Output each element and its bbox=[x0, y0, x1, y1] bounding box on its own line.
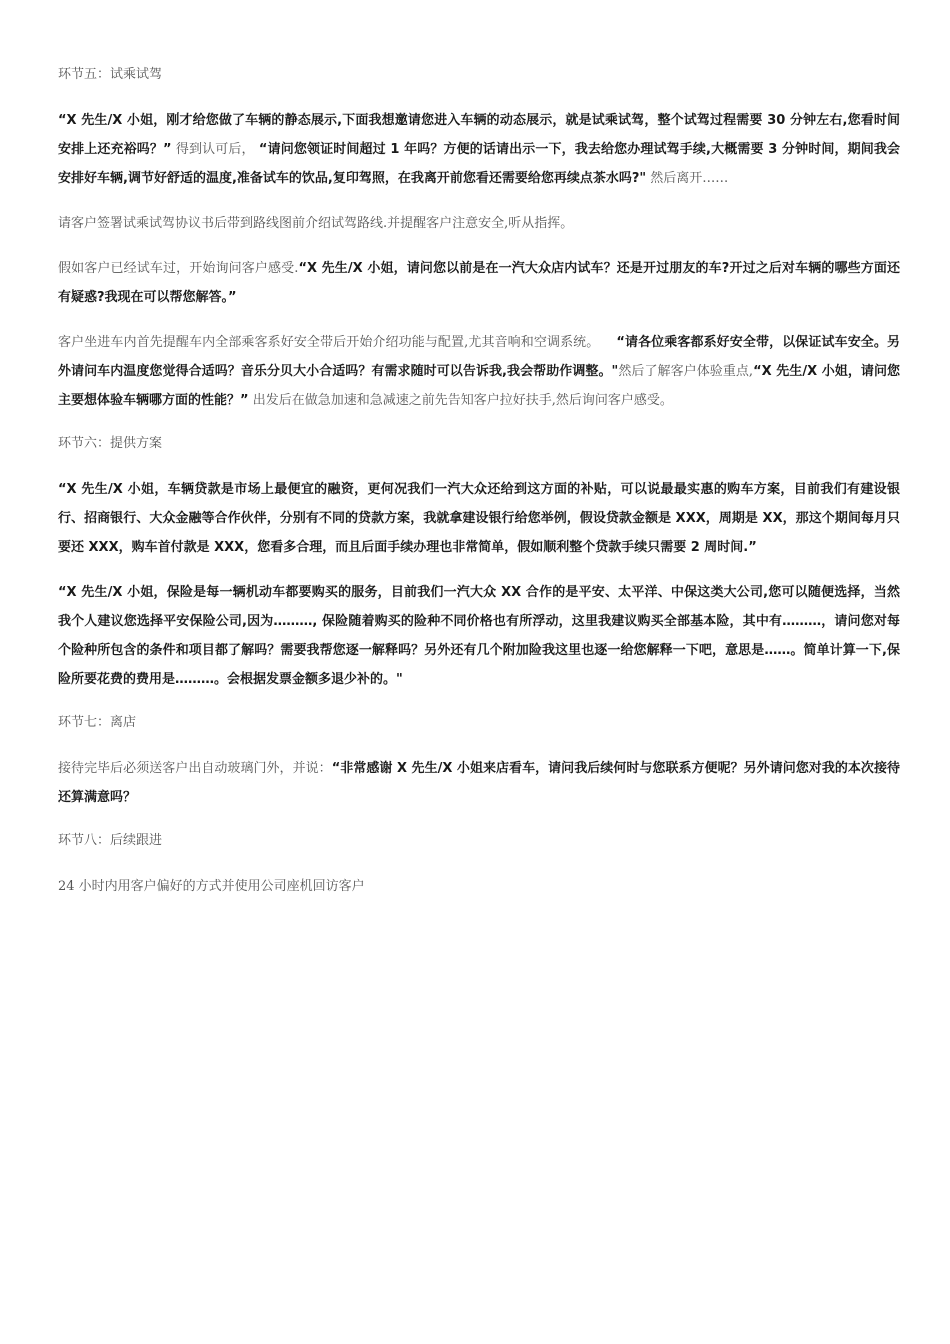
dialogue-text: “请各位乘客都系好安全带，以保证试车安全。另外请问车内温度您觉得合适吗？音乐分贝大小合适吗？有需求随时可以告诉我,我会帮助作调整。" bbox=[58, 335, 900, 379]
paragraph-test-drive-feedback bbox=[58, 254, 900, 312]
dialogue-text: “X 先生/X 小姐，车辆贷款是市场上最便宜的融资，更何况我们一汽大众还给到这方面的补贴，可以说最最实惠的购车方案，目前我们有建设银行、招商银行、大众金融等合作伙伴，分别有不同的贷款方案，我就拿建设银行给您举例，假设贷款金额是 XXX，周期是 XX，那这个期间每月只要还 XXX，购车首付款是 XXX，您看多合理，而且后面手续办理也非常简单，假如顺利整个贷款手续只需要 2 周时间.” bbox=[58, 482, 900, 555]
dialogue-text: “X 先生/X 小姐，刚才给您做了车辆的静态展示,下面我想邀请您进入车辆的动态展示，就是试乘试驾，整个试驾过程需要 30 分钟左右,您看时间安排上还充裕吗？” bbox=[58, 113, 900, 157]
section-heading-test-drive: 环节五：试乘试驾 bbox=[58, 67, 163, 82]
section-heading-leave-store: 环节七：离店 bbox=[58, 715, 137, 730]
narrative-text: 假如客户已经试车过，开始询问客户感受. bbox=[58, 261, 299, 276]
narrative-text: 得到认可后， bbox=[175, 142, 255, 157]
narrative-text: 24 小时内用客户偏好的方式并使用公司座机回访客户 bbox=[58, 879, 365, 894]
paragraph-loan-plan bbox=[58, 475, 900, 562]
dialogue-text: “非常感谢 X 先生/X 小姐来店看车，请问我后续何时与您联系方便呢？另外请问您对我的本次接待还算满意吗？ bbox=[58, 761, 900, 805]
dialogue-text: “X 先生/X 小姐，保险是每一辆机动车都要购买的服务，目前我们一汽大众 XX 合作的是平安、太平洋、中保这类大公司,您可以随便选择，当然我个人建议您选择平安保险公司,因为………, 保险随着购买的险种不同价格也有所浮动，这里我建议购买全部基本险，其中有………，请问您对每个险种所包含的条件和项目都了解吗？需要我帮您逐一解释吗？另外还有几个附加险我这里也逐一给您解释一下吧，意思是……。简单计算一下,保险所要花费的费用是………。会根据发票金额多退少补的。" bbox=[58, 585, 900, 687]
narrative-text: 然后离开…… bbox=[650, 171, 729, 186]
dialogue-text: “X 先生/X 小姐，请问您主要想体验车辆哪方面的性能？” bbox=[58, 364, 901, 408]
dialogue-text: “请问您领证时间超过 1 年吗？方便的话请出示一下，我去给您办理试驾手续,大概需要 3 分钟时间，期间我会安排好车辆,调节好舒适的温度,准备试车的饮品,复印驾照，在我离开前您看还需要给您再续点茶水吗?" bbox=[58, 142, 900, 186]
narrative-text: 出发后在做急加速和急减速之前先告知客户拉好扶手,然后询问客户感受。 bbox=[252, 393, 673, 408]
paragraph-farewell bbox=[58, 754, 900, 812]
document-page bbox=[58, 62, 900, 901]
paragraph-insurance-plan bbox=[58, 578, 900, 694]
narrative-text: 接待完毕后必须送客户出自动玻璃门外，并说： bbox=[58, 761, 332, 776]
narrative-text: 客户坐进车内首先提醒车内全部乘客系好安全带后开始介绍功能与配置,尤其音响和空调系统。 bbox=[58, 335, 600, 350]
paragraph-test-drive-agreement bbox=[58, 209, 900, 238]
dialogue-text: “X 先生/X 小姐，请问您以前是在一汽大众店内试车？还是开过朋友的车?开过之后对车辆的哪些方面还有疑惑?我现在可以帮您解答。” bbox=[58, 261, 900, 305]
paragraph-test-drive-in-car bbox=[58, 328, 900, 415]
narrative-text: 请客户签署试乘试驾协议书后带到路线图前介绍试驾路线.并提醒客户注意安全,听从指挥。 bbox=[58, 216, 574, 231]
section-heading-offer-plan: 环节六：提供方案 bbox=[58, 436, 163, 451]
section-heading-follow-up: 环节八：后续跟进 bbox=[58, 833, 163, 848]
paragraph-follow-up bbox=[58, 872, 900, 901]
narrative-text: 然后了解客户体验重点, bbox=[618, 364, 754, 379]
paragraph-test-drive-invite bbox=[58, 106, 900, 193]
